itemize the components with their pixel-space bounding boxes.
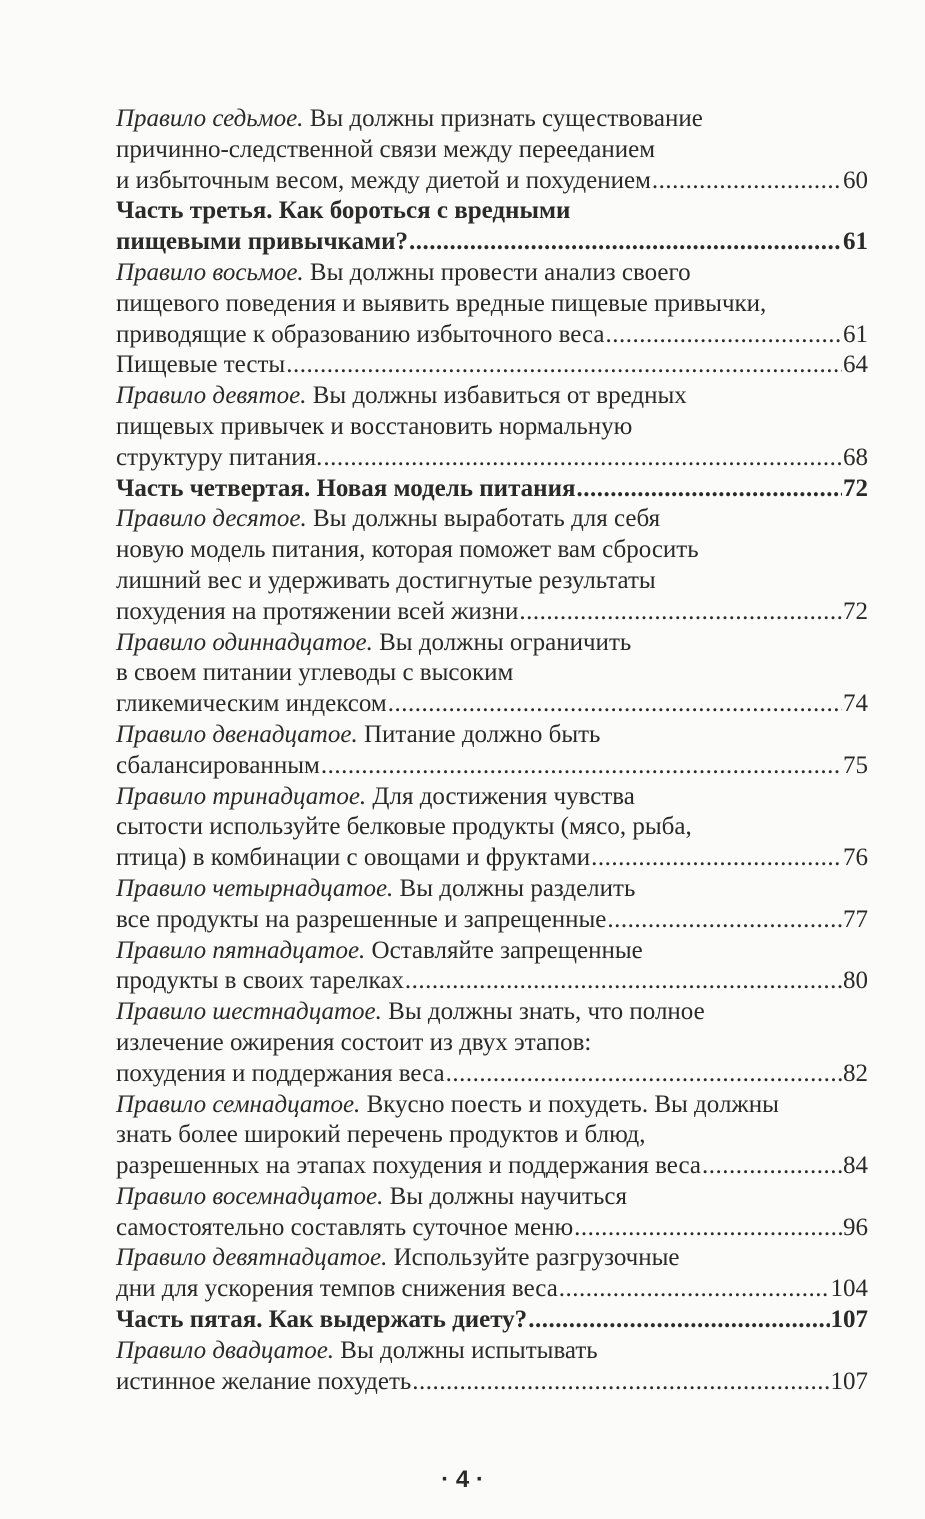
toc-text: пищевыми привычками?: [116, 228, 409, 256]
toc-line: [116, 1090, 868, 1121]
toc-text: новую модель питания, которая поможет вам сбросить: [116, 536, 699, 564]
toc-page-number: 64: [843, 351, 868, 379]
toc-line: [116, 381, 868, 412]
toc-line-with-page: [116, 474, 868, 505]
toc-part-heading: [116, 1305, 868, 1336]
toc-line: [116, 258, 868, 289]
toc-line-with-page: [116, 166, 868, 197]
toc-text: Вы должны ограничить: [379, 628, 632, 656]
toc-line: [116, 658, 868, 689]
toc-line-with-page: [116, 1059, 868, 1090]
toc-line-with-page: [116, 1151, 868, 1182]
toc-text: похудения и поддержания веса: [116, 1059, 445, 1087]
leader-dots: [652, 166, 842, 197]
toc-line: [116, 1243, 868, 1274]
toc-text: Часть четвертая. Новая модель питания: [116, 474, 576, 502]
toc-text: все продукты на разрешенные и запрещенные: [116, 905, 607, 933]
toc-line-with-page: [116, 1367, 868, 1398]
toc-page-number: 61: [843, 320, 868, 348]
leader-dots: [607, 905, 842, 936]
toc-page-number: 82: [843, 1059, 868, 1087]
toc-text: пищевого поведения и выявить вредные пищевые привычки,: [116, 289, 767, 317]
toc-line: [116, 720, 868, 751]
toc-line: [116, 566, 868, 597]
rule-title: Правило пятнадцатое.: [116, 936, 372, 964]
toc-text: Вы должны знать, что полное: [388, 998, 705, 1026]
toc-page-number: 77: [843, 905, 868, 933]
toc-page-number: 104: [830, 1275, 868, 1303]
toc-text: Вы должны выработать для себя: [312, 505, 661, 533]
toc-line: [116, 196, 868, 227]
leader-dots: [559, 1274, 830, 1305]
leader-dots: [409, 227, 842, 258]
toc-page-number: 107: [830, 1306, 868, 1334]
toc-line: [116, 1120, 868, 1151]
leader-dots: [574, 1213, 842, 1244]
toc-entry: [116, 504, 868, 627]
toc-page-number: 84: [843, 1152, 868, 1180]
toc-line-with-page: [116, 843, 868, 874]
toc-text: самостоятельно составлять суточное меню: [116, 1213, 574, 1241]
leader-dots: [519, 597, 842, 628]
toc-line-with-page: [116, 751, 868, 782]
toc-line: [116, 997, 868, 1028]
leader-dots: [405, 966, 842, 997]
toc-text: похудения на протяжении всей жизни: [116, 597, 519, 625]
toc-text: Вы должны разделить: [399, 874, 636, 902]
toc-text: Используйте разгрузочные: [393, 1244, 680, 1272]
toc-line: [116, 1336, 868, 1367]
toc-text: структуру питания.: [116, 443, 323, 471]
toc-line: [116, 289, 868, 320]
toc-line: [116, 504, 868, 535]
table-of-contents: [116, 104, 868, 1397]
toc-text: излечение ожирения состоит из двух этапов:: [116, 1028, 592, 1056]
rule-title: Правило двадцатое.: [116, 1336, 341, 1364]
toc-text: Вы должны научиться: [389, 1182, 627, 1210]
toc-text: продукты в своих тарелках: [116, 967, 404, 995]
toc-text: Вкусно поесть и похудеть. Вы должны: [366, 1090, 779, 1118]
toc-text: сытости используйте белковые продукты (мясо, рыба,: [116, 813, 692, 841]
toc-text: гликемическим индексом: [116, 690, 387, 718]
toc-page-number: 68: [843, 443, 868, 471]
toc-line: [116, 412, 868, 443]
toc-page-number: 75: [843, 751, 868, 779]
toc-line: [116, 782, 868, 813]
toc-text: птица) в комбинации с овощами и фруктами: [116, 844, 591, 872]
toc-entry: [116, 782, 868, 874]
rule-title: Правило четырнадцатое.: [116, 874, 400, 902]
toc-entry: [116, 936, 868, 998]
rule-title: Правило восемнадцатое.: [116, 1182, 390, 1210]
rule-title: Правило десятое.: [116, 505, 313, 533]
toc-text: Вы должны провести анализ своего: [309, 258, 691, 286]
rule-title: Правило восьмое.: [116, 258, 310, 286]
toc-entry: [116, 1090, 868, 1182]
toc-line-with-page: [116, 597, 868, 628]
toc-line-with-page: [116, 350, 868, 381]
toc-line: [116, 535, 868, 566]
toc-page-number: 76: [843, 844, 868, 872]
toc-text: в своем питании углеводы с высоким: [116, 659, 514, 687]
toc-text: Вы должны испытывать: [340, 1336, 598, 1364]
toc-entry: [116, 381, 868, 473]
toc-line-with-page: [116, 443, 868, 474]
leader-dots: [412, 1367, 829, 1398]
toc-text: Питание должно быть: [363, 720, 601, 748]
toc-line-with-page: [116, 320, 868, 351]
toc-line: [116, 1182, 868, 1213]
toc-text: Оставляйте запрещенные: [371, 936, 643, 964]
leader-dots: [323, 443, 842, 474]
toc-text: приводящие к образованию избыточного веса: [116, 320, 605, 348]
leader-dots: [577, 474, 843, 505]
toc-text: Вы должны признать существование: [309, 105, 703, 132]
toc-page-number: 96: [843, 1213, 868, 1241]
toc-page-number: 80: [843, 967, 868, 995]
toc-line-with-page: [116, 1274, 868, 1305]
toc-text: лишний вес и удерживать достигнутые результаты: [116, 566, 656, 594]
toc-text: Пищевые тесты: [116, 351, 286, 379]
toc-page-number: 60: [843, 166, 868, 194]
rule-title: Правило двенадцатое.: [116, 720, 364, 748]
toc-text: Часть пятая. Как выдержать диету?: [116, 1306, 528, 1334]
toc-entry: [116, 350, 868, 381]
leader-dots: [446, 1059, 842, 1090]
toc-entry: [116, 1182, 868, 1244]
toc-line-with-page: [116, 966, 868, 997]
rule-title: Правило одиннадцатое.: [116, 628, 380, 656]
toc-page-number: 107: [830, 1367, 868, 1395]
toc-line: [116, 1028, 868, 1059]
toc-entry: [116, 1243, 868, 1305]
leader-dots: [702, 1151, 842, 1182]
leader-dots: [321, 751, 842, 782]
toc-text: сбалансированным: [116, 751, 320, 779]
toc-line: [116, 874, 868, 905]
toc-line: [116, 812, 868, 843]
toc-entry: [116, 104, 868, 196]
toc-entry: [116, 258, 868, 350]
toc-part-heading: [116, 196, 868, 258]
toc-text: Часть третья. Как бороться с вредными: [116, 197, 571, 225]
leader-dots: [286, 350, 842, 381]
leader-dots: [528, 1305, 829, 1336]
toc-text: пищевых привычек и восстановить нормальную: [116, 412, 633, 440]
toc-text: разрешенных на этапах похудения и поддержания веса: [116, 1152, 702, 1180]
toc-text: и избыточным весом, между диетой и похудением: [116, 166, 651, 194]
toc-line: [116, 135, 868, 166]
leader-dots: [388, 689, 842, 720]
toc-text: знать более широкий перечень продуктов и блюд,: [116, 1121, 646, 1149]
toc-entry: [116, 720, 868, 782]
leader-dots: [606, 320, 843, 351]
toc-text: истинное желание похудеть: [116, 1367, 412, 1395]
toc-line-with-page: [116, 227, 868, 258]
toc-page-number: 74: [843, 690, 868, 718]
toc-page-number: 61: [843, 228, 868, 256]
toc-entry: [116, 1336, 868, 1398]
rule-title: Правило девятое.: [116, 382, 313, 410]
rule-title: Правило тринадцатое.: [116, 782, 373, 810]
toc-line: [116, 104, 868, 135]
toc-text: дни для ускорения темпов снижения веса: [116, 1275, 558, 1303]
toc-text: Для достижения чувства: [372, 782, 635, 810]
toc-text: Вы должны избавиться от вредных: [312, 382, 687, 410]
rule-title: Правило шестнадцатое.: [116, 998, 389, 1026]
toc-line-with-page: [116, 1305, 868, 1336]
toc-line-with-page: [116, 689, 868, 720]
page-number: · 4 ·: [441, 1466, 484, 1493]
toc-line-with-page: [116, 905, 868, 936]
toc-entry: [116, 874, 868, 936]
toc-line: [116, 628, 868, 659]
toc-line: [116, 936, 868, 967]
toc-page-number: 72: [843, 474, 868, 502]
leader-dots: [591, 843, 842, 874]
toc-part-heading: [116, 474, 868, 505]
toc-line-with-page: [116, 1213, 868, 1244]
rule-title: Правило седьмое.: [116, 105, 310, 132]
toc-entry: [116, 997, 868, 1089]
toc-text: причинно-следственной связи между перееданием: [116, 135, 656, 163]
toc-page-number: 72: [843, 597, 868, 625]
rule-title: Правило семнадцатое.: [116, 1090, 367, 1118]
toc-entry: [116, 628, 868, 720]
rule-title: Правило девятнадцатое.: [116, 1244, 394, 1272]
